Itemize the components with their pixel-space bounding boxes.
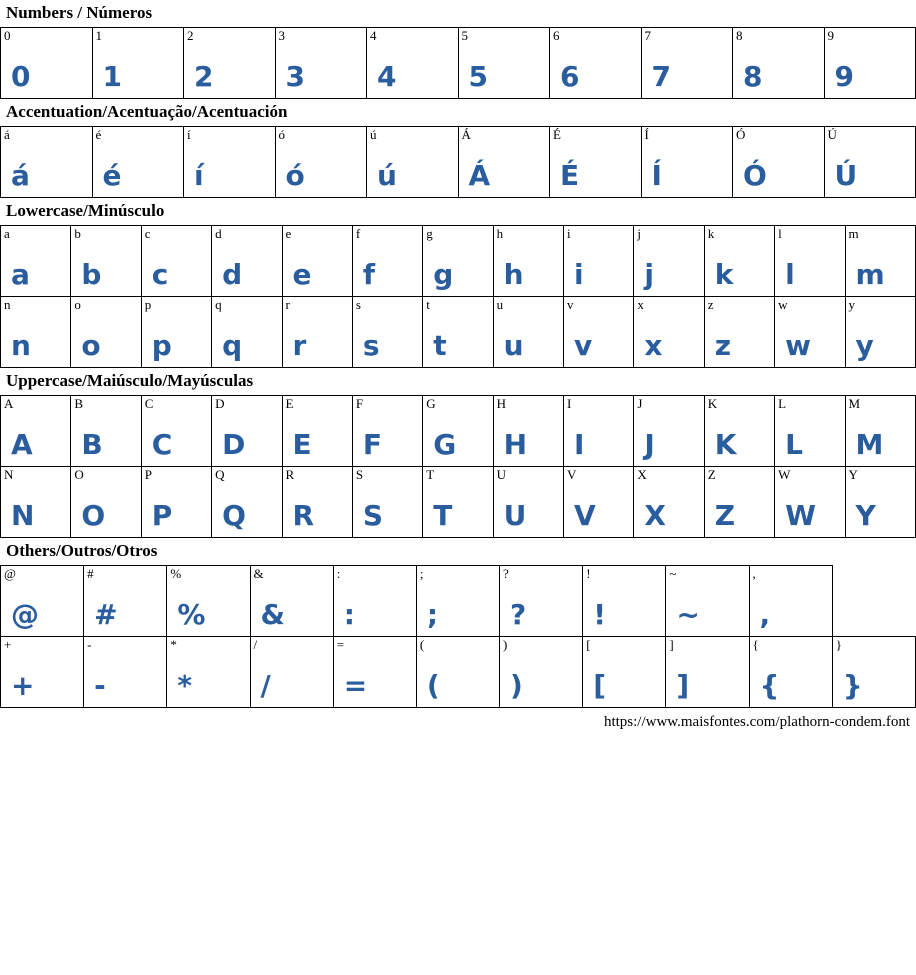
- glyph-sample: (: [426, 669, 440, 702]
- glyph-cell: [704, 226, 774, 297]
- glyph-sample: z: [714, 329, 732, 362]
- glyph-sample: u: [503, 329, 524, 362]
- glyph-label: 7: [644, 28, 651, 43]
- glyph-sample: =: [343, 669, 368, 702]
- glyph-label: c: [144, 226, 151, 241]
- glyph-cell: [1, 297, 71, 368]
- glyph-cell: [333, 637, 416, 708]
- glyph-cell: [704, 467, 774, 538]
- glyph-label: z: [707, 297, 714, 312]
- glyph-cell: [71, 297, 141, 368]
- glyph-cell: [184, 28, 276, 99]
- glyph-label: p: [144, 297, 152, 312]
- glyph-sample: 2: [194, 60, 214, 93]
- glyph-label: D: [215, 396, 225, 411]
- glyph-sample: !: [593, 598, 606, 631]
- glyph-label: ?: [503, 566, 509, 581]
- glyph-label: Ú: [827, 127, 837, 142]
- glyph-sample: ú: [377, 159, 397, 192]
- glyph-cell: [775, 297, 845, 368]
- glyph-sample: *: [177, 669, 192, 702]
- table-row: [1, 566, 916, 637]
- glyph-sample: H: [503, 428, 528, 461]
- table-row: [1, 226, 916, 297]
- glyph-cell: [423, 297, 493, 368]
- glyph-sample: :: [343, 598, 355, 631]
- glyph-cell: [416, 637, 499, 708]
- glyph-table-numbers: [0, 27, 916, 99]
- glyph-label: {: [752, 637, 759, 652]
- glyph-cell: [423, 467, 493, 538]
- glyph-sample: j: [644, 258, 654, 291]
- glyph-sample: 7: [651, 60, 671, 93]
- glyph-cell: [845, 396, 916, 467]
- table-row: [1, 28, 916, 99]
- glyph-cell: [1, 28, 93, 99]
- glyph-cell: [250, 637, 333, 708]
- glyph-label: :: [336, 566, 341, 581]
- glyph-label: 3: [278, 28, 285, 43]
- glyph-cell: [84, 637, 167, 708]
- glyph-cell: [493, 467, 563, 538]
- glyph-sample: L: [785, 428, 803, 461]
- glyph-sample: 1: [102, 60, 122, 93]
- glyph-label: W: [778, 467, 791, 482]
- glyph-label: t: [426, 297, 430, 312]
- glyph-sample: W: [785, 499, 817, 532]
- glyph-cell: [550, 127, 642, 198]
- glyph-cell: [564, 297, 634, 368]
- glyph-cell: [212, 297, 282, 368]
- glyph-cell: [352, 226, 422, 297]
- glyph-sample: ,: [759, 598, 771, 631]
- glyph-sample: 9: [834, 60, 854, 93]
- glyph-label: Á: [461, 127, 471, 142]
- glyph-label: y: [848, 297, 855, 312]
- glyph-cell: [1, 566, 84, 637]
- glyph-cell: [824, 28, 916, 99]
- glyph-cell: [775, 226, 845, 297]
- glyph-label: M: [848, 396, 861, 411]
- glyph-label: 9: [827, 28, 834, 43]
- glyph-label: &: [253, 566, 264, 581]
- glyph-cell: [458, 28, 550, 99]
- glyph-cell: [666, 637, 749, 708]
- glyph-cell: [141, 297, 211, 368]
- glyph-label: s: [355, 297, 361, 312]
- glyph-label: ): [503, 637, 508, 652]
- glyph-label: k: [707, 226, 715, 241]
- glyph-cell: [92, 28, 184, 99]
- glyph-cell: [367, 28, 459, 99]
- glyph-sample: +: [11, 669, 35, 702]
- glyph-sample: I: [574, 428, 585, 461]
- glyph-label: S: [355, 467, 364, 482]
- glyph-cell: [1, 396, 71, 467]
- glyph-label: E: [285, 396, 294, 411]
- glyph-label: m: [848, 226, 859, 241]
- glyph-table-lowercase: [0, 225, 916, 368]
- glyph-sample: N: [11, 499, 35, 532]
- glyph-sample: á: [11, 159, 30, 192]
- glyph-label: %: [170, 566, 182, 581]
- glyph-cell: [141, 467, 211, 538]
- glyph-sample: }: [842, 669, 863, 702]
- glyph-label: b: [74, 226, 81, 241]
- glyph-cell: [749, 566, 832, 637]
- glyph-label: V: [567, 467, 577, 482]
- glyph-label: é: [95, 127, 102, 142]
- glyph-cell: [564, 467, 634, 538]
- glyph-label: U: [496, 467, 507, 482]
- section-title-lowercase: Lowercase/Minúsculo: [6, 201, 165, 220]
- glyph-label: ]: [669, 637, 674, 652]
- glyph-label: }: [835, 637, 842, 652]
- glyph-sample: l: [785, 258, 795, 291]
- glyph-label: ó: [278, 127, 285, 142]
- glyph-label: Z: [707, 467, 716, 482]
- glyph-sample: ): [510, 669, 523, 702]
- glyph-sample: ó: [285, 159, 305, 192]
- glyph-label: I: [567, 396, 572, 411]
- glyph-label: J: [637, 396, 643, 411]
- glyph-cell: [352, 396, 422, 467]
- section-title-accentuation: Accentuation/Acentuação/Acentuación: [6, 102, 288, 121]
- glyph-cell: [352, 467, 422, 538]
- glyph-cell: [583, 637, 666, 708]
- glyph-label: 4: [370, 28, 377, 43]
- glyph-cell: [184, 127, 276, 198]
- glyph-cell: [641, 127, 733, 198]
- glyph-cell: [1, 637, 84, 708]
- glyph-sample: 5: [468, 60, 488, 93]
- glyph-cell: [634, 297, 704, 368]
- glyph-label: G: [426, 396, 436, 411]
- glyph-label: 1: [95, 28, 102, 43]
- glyph-sample: 0: [11, 60, 31, 93]
- glyph-label: #: [87, 566, 94, 581]
- glyph-cell: [733, 127, 825, 198]
- glyph-sample: Á: [468, 159, 491, 192]
- glyph-cell: [141, 226, 211, 297]
- glyph-label: x: [637, 297, 644, 312]
- glyph-table-others: [0, 565, 916, 708]
- glyph-label: 6: [553, 28, 560, 43]
- glyph-sample: -: [94, 669, 106, 702]
- glyph-cell: [367, 127, 459, 198]
- glyph-label: !: [586, 566, 591, 581]
- glyph-label: A: [4, 396, 14, 411]
- glyph-label: í: [187, 127, 191, 142]
- glyph-sample: ;: [426, 598, 439, 631]
- glyph-sample: C: [151, 428, 173, 461]
- glyph-cell: [564, 396, 634, 467]
- glyph-label: -: [87, 637, 92, 652]
- glyph-sample: x: [644, 329, 663, 362]
- glyph-label: R: [285, 467, 295, 482]
- glyph-sample: U: [503, 499, 527, 532]
- glyph-sample: b: [81, 258, 102, 291]
- glyph-sample: X: [644, 499, 666, 532]
- glyph-sample: 6: [560, 60, 580, 93]
- glyph-cell: [564, 226, 634, 297]
- glyph-sample: O: [81, 499, 106, 532]
- glyph-sample: g: [433, 258, 454, 291]
- glyph-sample: a: [11, 258, 30, 291]
- glyph-cell: [775, 467, 845, 538]
- glyph-sample: 4: [377, 60, 397, 93]
- table-row: [1, 637, 916, 708]
- glyph-label: 0: [4, 28, 11, 43]
- glyph-label: Í: [644, 127, 649, 142]
- glyph-cell: [92, 127, 184, 198]
- glyph-sample: o: [81, 329, 101, 362]
- glyph-cell: [666, 566, 749, 637]
- glyph-cell: [333, 566, 416, 637]
- glyph-sample: é: [102, 159, 122, 192]
- glyph-label: e: [285, 226, 292, 241]
- glyph-sample: h: [503, 258, 524, 291]
- table-row: [1, 297, 916, 368]
- glyph-sample: m: [855, 258, 885, 291]
- glyph-sample: q: [222, 329, 243, 362]
- glyph-label: Y: [848, 467, 858, 482]
- glyph-sample: í: [194, 159, 204, 192]
- glyph-sample: Í: [651, 159, 662, 192]
- glyph-cell: [641, 28, 733, 99]
- glyph-label: g: [426, 226, 433, 241]
- glyph-cell: [71, 467, 141, 538]
- glyph-cell: [141, 396, 211, 467]
- glyph-label: *: [170, 637, 177, 652]
- glyph-cell: [416, 566, 499, 637]
- glyph-sample: P: [151, 499, 173, 532]
- glyph-cell: [704, 396, 774, 467]
- glyph-cell: [1, 226, 71, 297]
- glyph-cell: [282, 467, 352, 538]
- glyph-cell: [500, 637, 583, 708]
- glyph-sample: d: [222, 258, 243, 291]
- glyph-sample: R: [292, 499, 315, 532]
- glyph-cell: [832, 637, 915, 708]
- glyph-cell: [250, 566, 333, 637]
- glyph-sample: r: [292, 329, 307, 362]
- glyph-label: q: [215, 297, 222, 312]
- glyph-cell: [1, 127, 93, 198]
- glyph-sample: F: [362, 428, 383, 461]
- glyph-cell: [423, 226, 493, 297]
- glyph-sample: Ó: [743, 159, 767, 192]
- glyph-sample: D: [222, 428, 246, 461]
- glyph-sample: %: [177, 598, 206, 631]
- glyph-cell: [493, 226, 563, 297]
- glyph-sample: T: [433, 499, 453, 532]
- glyph-sample: V: [574, 499, 596, 532]
- glyph-sample: s: [362, 329, 380, 362]
- glyph-sample: {: [759, 669, 780, 702]
- glyph-cell: [493, 396, 563, 467]
- glyph-sample: f: [362, 258, 376, 291]
- glyph-sample: w: [785, 329, 811, 362]
- glyph-cell: [352, 297, 422, 368]
- glyph-label: 5: [461, 28, 468, 43]
- glyph-label: B: [74, 396, 84, 411]
- glyph-sample: 8: [743, 60, 763, 93]
- glyph-table-uppercase: [0, 395, 916, 538]
- glyph-label: +: [4, 637, 12, 652]
- glyph-cell: [775, 396, 845, 467]
- glyph-cell: [845, 297, 916, 368]
- glyph-label: v: [567, 297, 574, 312]
- glyph-label: L: [778, 396, 787, 411]
- glyph-label: [: [586, 637, 591, 652]
- glyph-label: É: [553, 127, 561, 142]
- glyph-sample: @: [11, 598, 39, 631]
- glyph-cell: [282, 396, 352, 467]
- glyph-label: (: [419, 637, 425, 652]
- glyph-label: j: [637, 226, 641, 241]
- glyph-sample: c: [151, 258, 169, 291]
- glyph-cell: [71, 226, 141, 297]
- glyph-cell: [275, 28, 367, 99]
- glyph-sample: Ú: [834, 159, 858, 192]
- glyph-cell: [493, 297, 563, 368]
- glyph-sample: v: [574, 329, 593, 362]
- glyph-table-accentuation: [0, 126, 916, 198]
- glyph-label: H: [496, 396, 507, 411]
- glyph-sample: K: [714, 428, 737, 461]
- glyph-cell: [500, 566, 583, 637]
- glyph-cell: [550, 28, 642, 99]
- glyph-sample: S: [362, 499, 384, 532]
- glyph-label: X: [637, 467, 647, 482]
- glyph-label: a: [4, 226, 10, 241]
- glyph-cell: [1, 467, 71, 538]
- glyph-sample: ~: [676, 598, 700, 631]
- glyph-sample: i: [574, 258, 584, 291]
- glyph-cell: [167, 566, 250, 637]
- section-title-others: Others/Outros/Otros: [6, 541, 158, 560]
- glyph-sample: p: [151, 329, 172, 362]
- glyph-label: o: [74, 297, 81, 312]
- glyph-sample: Q: [222, 499, 246, 532]
- glyph-cell: [282, 226, 352, 297]
- glyph-cell: [423, 396, 493, 467]
- glyph-sample: y: [855, 329, 874, 362]
- glyph-label: O: [74, 467, 84, 482]
- source-url: https://www.maisfontes.com/plathorn-condem.font: [603, 714, 910, 730]
- glyph-cell: [212, 467, 282, 538]
- glyph-label: w: [778, 297, 788, 312]
- glyph-sample: [: [593, 669, 606, 702]
- glyph-cell: [634, 396, 704, 467]
- glyph-cell: [282, 297, 352, 368]
- glyph-label: ;: [419, 566, 424, 581]
- glyph-label: u: [496, 297, 504, 312]
- glyph-label: 2: [187, 28, 194, 43]
- glyph-label: ú: [370, 127, 377, 142]
- glyph-label: i: [567, 226, 571, 241]
- section-title-uppercase: Uppercase/Maiúsculo/Mayúsculas: [6, 371, 254, 390]
- glyph-cell: [458, 127, 550, 198]
- glyph-label: ,: [752, 566, 756, 581]
- glyph-label: T: [426, 467, 435, 482]
- glyph-sample: #: [94, 598, 118, 631]
- glyph-sample: E: [292, 428, 312, 461]
- glyph-sample: ?: [510, 598, 527, 631]
- glyph-cell: [845, 226, 916, 297]
- glyph-cell: [212, 226, 282, 297]
- glyph-cell: [733, 28, 825, 99]
- glyph-cell: [71, 396, 141, 467]
- glyph-label: r: [285, 297, 290, 312]
- glyph-label: K: [707, 396, 718, 411]
- table-row: [1, 396, 916, 467]
- glyph-sample: Y: [855, 499, 876, 532]
- glyph-cell: [275, 127, 367, 198]
- glyph-label: N: [4, 467, 14, 482]
- glyph-sample: 3: [285, 60, 305, 93]
- glyph-label: Q: [215, 467, 225, 482]
- glyph-sample: É: [560, 159, 580, 192]
- glyph-sample: ]: [676, 669, 690, 702]
- glyph-sample: A: [11, 428, 33, 461]
- glyph-cell: [634, 226, 704, 297]
- table-row: [1, 127, 916, 198]
- glyph-label: P: [144, 467, 152, 482]
- glyph-sample: G: [433, 428, 457, 461]
- glyph-cell: [749, 637, 832, 708]
- glyph-sample: n: [11, 329, 31, 362]
- glyph-cell: [845, 467, 916, 538]
- glyph-label: d: [215, 226, 222, 241]
- glyph-label: /: [253, 637, 258, 652]
- section-title-numbers: Numbers / Números: [6, 3, 153, 22]
- glyph-sample: J: [644, 428, 655, 461]
- glyph-label: 8: [736, 28, 743, 43]
- table-row: [1, 467, 916, 538]
- glyph-label: F: [355, 396, 364, 411]
- glyph-cell: [824, 127, 916, 198]
- glyph-cell: [212, 396, 282, 467]
- glyph-sample: t: [433, 329, 447, 362]
- glyph-label: =: [336, 637, 345, 652]
- glyph-sample: M: [855, 428, 884, 461]
- glyph-label: f: [355, 226, 361, 241]
- glyph-cell: [583, 566, 666, 637]
- glyph-sample: &: [260, 598, 285, 631]
- glyph-label: @: [4, 566, 16, 581]
- glyph-sample: /: [260, 669, 271, 702]
- glyph-cell: [704, 297, 774, 368]
- glyph-label: Ó: [736, 127, 746, 142]
- glyph-cell: [84, 566, 167, 637]
- glyph-sample: B: [81, 428, 103, 461]
- glyph-label: C: [144, 396, 154, 411]
- glyph-label: ~: [669, 566, 677, 581]
- glyph-cell: [167, 637, 250, 708]
- glyph-sample: e: [292, 258, 312, 291]
- glyph-label: n: [4, 297, 11, 312]
- glyph-label: l: [778, 226, 782, 241]
- glyph-sample: k: [714, 258, 734, 291]
- glyph-cell: [634, 467, 704, 538]
- glyph-label: á: [4, 127, 10, 142]
- glyph-sample: Z: [714, 499, 736, 532]
- glyph-label: h: [496, 226, 504, 241]
